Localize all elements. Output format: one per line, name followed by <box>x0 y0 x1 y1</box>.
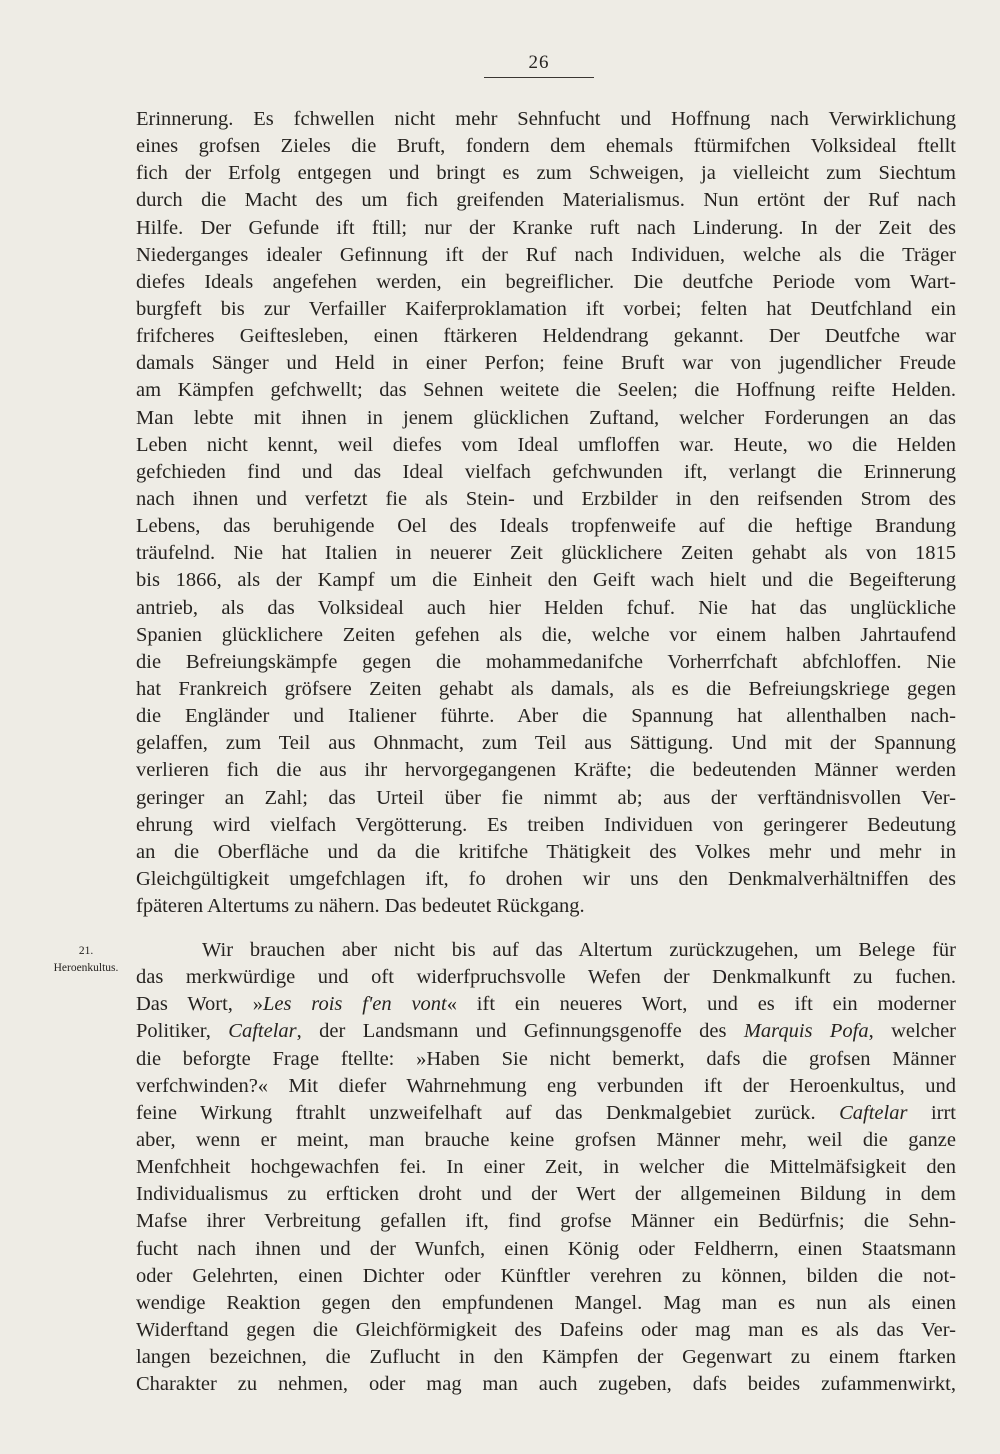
text-line: das merkwürdige und oft widerfpruchsvolle Wefen der Denkmalkunft zu fuchen. <box>136 966 956 989</box>
margin-note-number: 21. <box>78 945 94 957</box>
text-segment: irrt <box>907 1101 956 1124</box>
text-line: die Befreiungskämpfe gegen die mohammedanifche Vorherrfchaft abfchloffen. Nie <box>136 650 956 673</box>
text-line: fpäteren Altertums zu nähern. Das bedeutet Rückgang. <box>136 895 585 918</box>
text-line: eines grofsen Zieles die Bruft, fondern dem ehemals ftürmifchen Volksideal ftellt <box>136 135 956 158</box>
text-line: Widerftand gegen die Gleichförmigkeit des Dafeins oder mag man es als das Ver- <box>136 1318 956 1341</box>
text-line <box>136 1018 956 1045</box>
text-line: geringer an Zahl; das Urteil über fie nimmt ab; aus der verftändnisvollen Ver- <box>136 786 956 809</box>
text-segment: feine Wirkung ftrahlt unzweifelhaft auf das Denkmalgebiet zurück. <box>136 1101 840 1124</box>
text-line: fich der Erfolg entgegen und bringt es zum Schweigen, ja vielleicht zum Siechtum <box>136 162 956 185</box>
person-name: Caftelar <box>839 1101 908 1124</box>
text-line: die beforgte Frage ftellte: »Haben Sie nicht bemerkt, dafs die grofsen Männer <box>136 1047 956 1070</box>
text-line: Spanien glücklichere Zeiten gefehen als die, welche vor einem halben Jahrtaufend <box>136 623 956 646</box>
text-line <box>136 991 956 1018</box>
text-line: nach ihnen und verfetzt fie als Stein- und Erzbilder in den reifsenden Strom des <box>136 487 956 510</box>
text-line <box>136 1100 956 1127</box>
text-line: frifcheres Geiftesleben, einen ftärkeren Heldendrang gekannt. Der Deutfche war <box>136 325 956 348</box>
text-line: am Kämpfen gefchwellt; das Sehnen weitete die Seelen; die Hoffnung reifte Helden. <box>136 379 956 402</box>
text-segment: Das Wort, » <box>136 993 263 1016</box>
text-line: bis 1866, als der Kampf um die Einheit den Geift wach hielt und die Begeifterung <box>136 569 956 592</box>
text-line: hat Frankreich gröfsere Zeiten gehabt als damals, als es die Befreiungskriege gegen <box>136 677 956 700</box>
text-line: Man lebte mit ihnen in jenem glücklichen Zuftand, welcher Forderungen an das <box>136 406 956 429</box>
person-name: Marquis Pofa <box>743 1020 869 1043</box>
page-number: 26 <box>528 52 550 73</box>
person-name: Caftelar <box>228 1020 297 1043</box>
text-line: träufelnd. Nie hat Italien in neuerer Zeit glücklichere Zeiten gehabt als von 1815 <box>136 542 956 565</box>
text-line: an die Oberfläche und da die kritifche Thätigkeit des Volkes mehr und mehr in <box>136 840 956 863</box>
text-line: verlieren fich die aus ihr hervorgegangenen Kräfte; die bedeutenden Männer werden <box>136 759 956 782</box>
text-segment: , welcher <box>868 1020 956 1043</box>
text-line: fucht nach ihnen und der Wunfch, einen König oder Feldherrn, einen Staatsmann <box>136 1237 956 1260</box>
text-line: Gleichgültigkeit umgefchlagen ift, fo drohen wir uns den Denkmalverhältniffen des <box>136 867 956 890</box>
text-line: Menfchheit hochgewachfen fei. In einer Zeit, in welcher die Mittelmäfsigkeit den <box>136 1156 956 1179</box>
text-line: gefchieden find und das Ideal vielfach gefchwunden ift, verlangt die Erinnerung <box>136 460 956 483</box>
text-segment: , der Landsmann und Gefinnungsgenoffe des <box>296 1020 744 1043</box>
text-line: Charakter zu nehmen, oder mag man auch zugeben, dafs beides zufammenwirkt, <box>136 1373 956 1396</box>
text-line: diefes Ideals angefehen werden, ein begreiflicher. Die deutfche Periode vom Wart- <box>136 270 956 293</box>
text-line: durch die Macht des um fich greifenden Materialismus. Nun ertönt der Ruf nach <box>136 189 956 212</box>
text-line: Individualismus zu erfticken droht und der Wert der allgemeinen Bildung in dem <box>136 1183 956 1206</box>
text-line: Mafse ihrer Verbreitung gefallen ift, find grofse Männer ein Bedürfnis; die Sehn- <box>136 1210 956 1233</box>
text-line: Erinnerung. Es fchwellen nicht mehr Sehnfucht und Hoffnung nach Verwirklichung <box>136 108 956 130</box>
text-line: gelaffen, zum Teil aus Ohnmacht, zum Teil aus Sättigung. Und mit der Spannung <box>136 732 956 755</box>
text-line: Wir brauchen aber nicht bis auf das Altertum zurückzugehen, um Belege für <box>202 939 956 961</box>
margin-note-title: Heroenkultus. <box>53 962 119 974</box>
paragraph-2 <box>136 937 956 1398</box>
text-line: Leben nicht kennt, weil diefes vom Ideal umfloffen war. Heute, wo die Helden <box>136 433 956 456</box>
text-line: ehrung wird vielfach Vergötterung. Es treiben Individuen von geringerer Bedeutung <box>136 813 956 836</box>
text-line: antrieb, als das Volksideal auch hier Helden fchuf. Nie hat das unglückliche <box>136 596 956 619</box>
text-line: damals Sänger und Held in einer Perfon; feine Bruft war von jugendlicher Freude <box>136 352 956 375</box>
text-line: oder Gelehrten, einen Dichter oder Künftler verehren zu können, bilden die not- <box>136 1264 956 1287</box>
text-line: langen bezeichnen, die Zuflucht in den Kämpfen der Gegenwart zu einem ftarken <box>136 1346 956 1369</box>
page-number-rule <box>484 77 594 78</box>
text-segment: Politiker, <box>136 1020 229 1043</box>
text-line: aber, wenn er meint, man brauche keine grofsen Männer mehr, weil die ganze <box>136 1128 956 1151</box>
text-line: Lebens, das beruhigende Oel des Ideals tropfenweife auf die heftige Brandung <box>136 515 956 538</box>
quoted-phrase: Les rois f'en vont <box>262 993 447 1016</box>
text-line: die Engländer und Italiener führte. Aber die Spannung hat allenthalben nach- <box>136 705 956 728</box>
text-line: burgfeft bis zur Verfailler Kaiferproklamation ift vorbei; felten hat Deutfchland ein <box>136 297 956 320</box>
text-segment: « ift ein neueres Wort, und es ift ein moderner <box>446 993 956 1016</box>
text-line: Niederganges idealer Gefinnung ift der Ruf nach Individuen, welche als die Träger <box>136 243 956 266</box>
text-line: verfchwinden?« Mit diefer Wahrnehmung eng verbunden ift der Heroenkultus, und <box>136 1074 956 1097</box>
text-line: wendige Reaktion gegen den empfundenen Mangel. Mag man es nun als einen <box>136 1291 956 1314</box>
text-line: Hilfe. Der Gefunde ift ftill; nur der Kranke ruft nach Linderung. In der Zeit des <box>136 216 956 239</box>
paragraph-1 <box>136 106 956 920</box>
